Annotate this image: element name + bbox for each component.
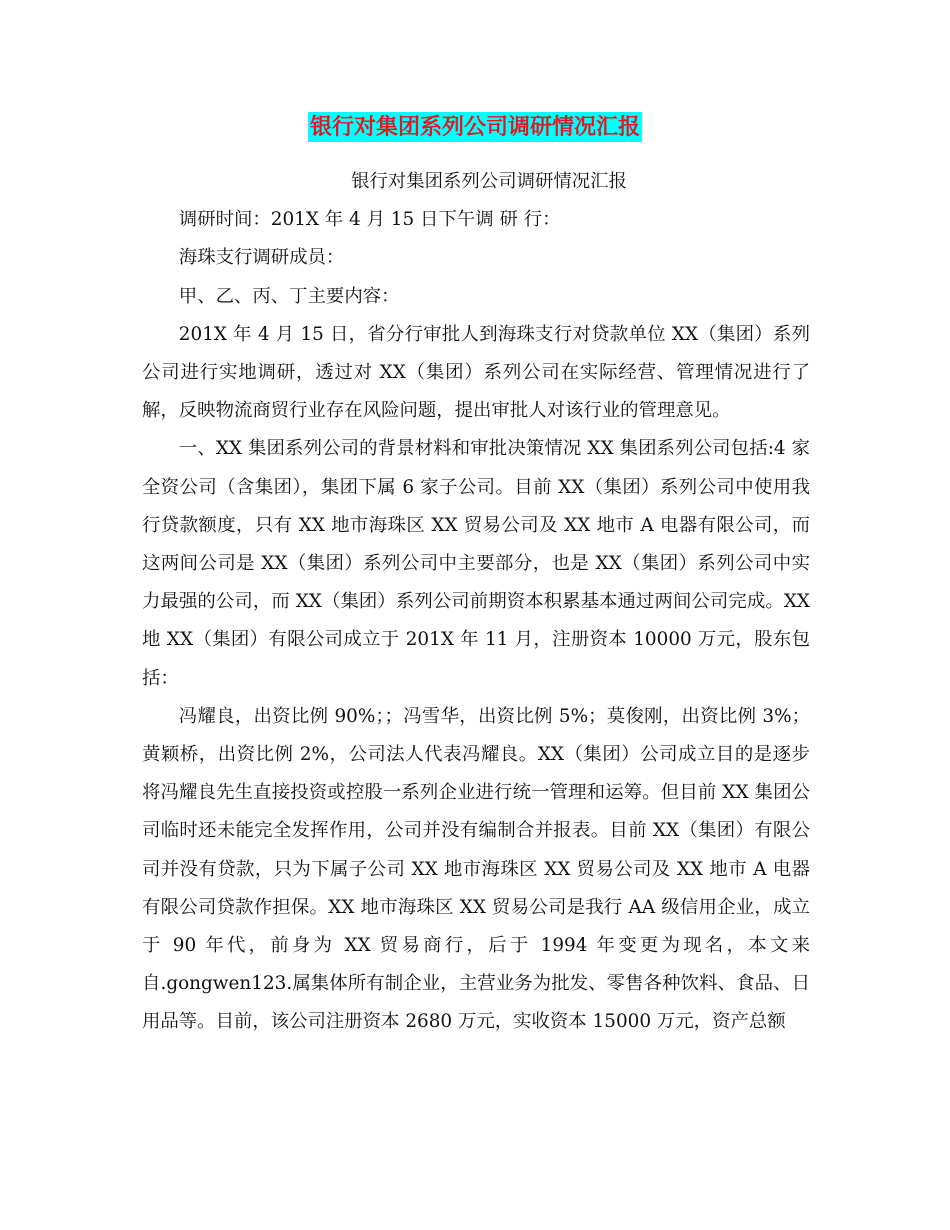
meta-content-line: 甲、乙、丙、丁主要内容： xyxy=(178,285,400,307)
heading-container xyxy=(0,112,950,142)
paragraph-background: 一、XX 集团系列公司的背景材料和审批决策情况 XX 集团系列公司包括:4 家全资公司（含集团），集团下属 6 家子公司。目前 XX（集团）系列公司中使用我行贷款额度，只有 XX 地市海珠区 XX 贸易公司及 XX 地市 A 电器有限公司，而这两间公司是 XX（集团）系列公司中主要部分，也是 XX（集团）系列公司中实力最强的公司，而 XX（集团）系列公司前期资本积累基本通过两间公司完成。XX 地 XX（集团）有限公司成立于 201X 年 11 月，注册资本 10000 万元，股东包括： xyxy=(142,438,810,689)
paragraph-shareholders: 冯耀良，出资比例 90%；；冯雪华，出资比例 5%；莫俊刚，出资比例 3%；黄颖桥，出资比例 2%，公司法人代表冯耀良。XX（集团）公司成立目的是逐步将冯耀良先生直接投资或控股一系列企业进行统一管理和运筹。但目前 XX 集团公司临时还未能完全发挥作用，公司并没有编制合并报表。目前 XX（集团）有限公司并没有贷款，只为下属子公司 XX 地市海珠区 XX 贸易公司及 XX 地市 A 电器有限公司贷款作担保。XX 地市海珠区 XX 贸易公司是我行 AA 级信用企业，成立于 90 年代，前身为 XX 贸易商行，后于 1994 年变更为现名，本文来自.gongwen123.属集体所有制企业，主营业务为批发、零售各种饮料、食品、日用品等。目前，该公司注册资本 2680 万元，实收资本 15000 万元，资产总额 xyxy=(142,705,810,1033)
document-heading: 银行对集团系列公司调研情况汇报 xyxy=(309,114,640,140)
document-subtitle: 银行对集团系列公司调研情况汇报 xyxy=(351,171,627,192)
meta-members-line: 海珠支行调研成员： xyxy=(178,247,345,269)
paragraph-intro: 201X 年 4 月 15 日，省分行审批人到海珠支行对贷款单位 XX（集团）系列公司进行实地调研，透过对 XX（集团）系列公司在实际经营、管理情况进行了解，反映物流商贸行业存在风险问题，提出审批人对该行业的管理意见。 xyxy=(142,323,810,422)
document-body xyxy=(142,163,810,1042)
meta-time-line: 调研时间：201X 年 4 月 15 日下午调 研 行： xyxy=(178,209,561,231)
